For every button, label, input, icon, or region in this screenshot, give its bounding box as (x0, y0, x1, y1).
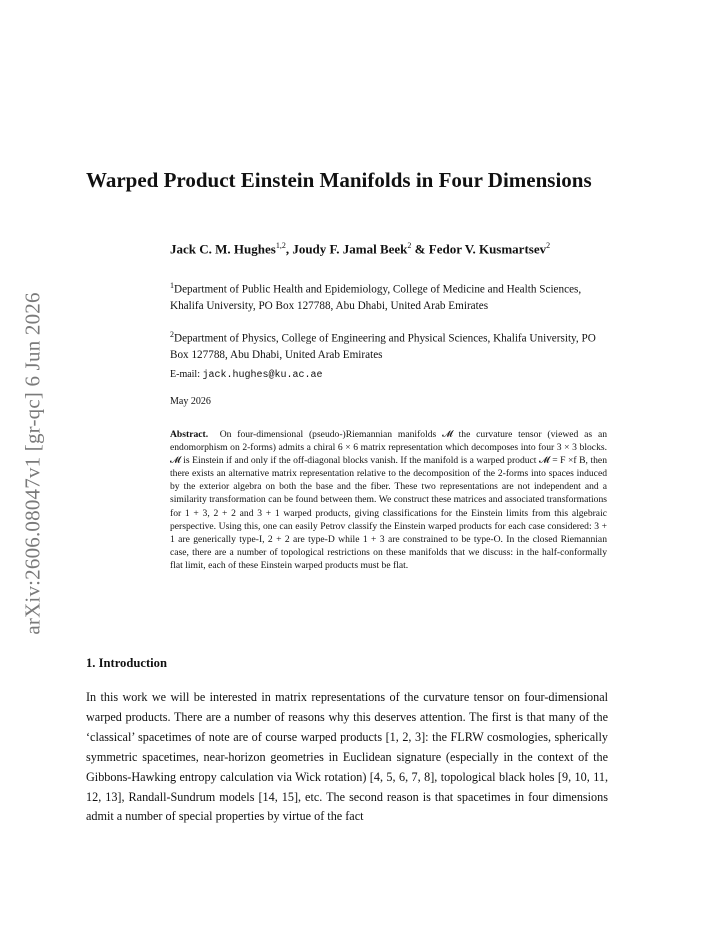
author-list: Jack C. M. Hughes$^{1,2}$, Joudy F. Jamal Beek$^2$ & Fedor V. Kusmartsev$^2$ (170, 241, 551, 257)
affiliation-1 (170, 278, 610, 315)
introduction-paragraph: In this work we will be interested in matrix representations of the curvature tensor on four-dimensional warped products. There are a number of reasons why this deserves attention. The first is that many of the ‘classical’ spacetimes of note are of course warped products [1, 2, 3]: the FLRW cosmologies, spherically symmetric spacetimes, near-horizon geometries in Euclidean signature (especially in the context of the Gibbons-Hawking entropy calculation via Wick rotation) [4, 5, 6, 7, 8], topological black holes [9, 10, 11, 12, 13], Randall-Sundrum models [14, 15], etc. The second reason is that spacetimes in four dimensions admit a number of special properties by virtue of the fact (86, 690, 608, 824)
abstract-label: Abstract. (170, 429, 209, 440)
paper-title: Warped Product Einstein Manifolds in Four Dimensions (86, 168, 592, 192)
arxiv-identifier-text: arXiv:2606.08047v1 [gr-qc] 6 Jun 2026 (20, 291, 45, 635)
affiliation-mark: 1 (170, 281, 174, 290)
author-name: Jack C. M. Hughes (170, 241, 276, 257)
author-name: Fedor V. Kusmartsev (428, 241, 547, 257)
author-affiliation-mark: 1,2 (275, 241, 286, 250)
author-affiliation-mark: 2 (546, 241, 551, 250)
abstract-text: On four-dimensional (pseudo-)Riemannian manifolds 𝓜 the curvature tensor (viewed as an endomorphism on 2-forms) admits a chiral 6 × 6 matrix representation which decomposes into four 3 × 3 blocks. 𝓜 is Einstein if and only if the off-diagonal blocks vanish. If the manifold is a warped product 𝓜 = F ×f B, then there exists an alternative matrix representation relative to the decomposition of the 2-forms into spaces induced by the exterior algebra on both the base and the fiber. These two representations are not independent and a similarity transformation can be found between them. We construct these matrices and associated transformations for 1 + 3, 2 + 2 and 3 + 1 warped products, giving classifications for the Einstein limits from this algebraic perspective. Using this, one can easily Petrov classify the Einstein warped products for each case considered: 3 + 1 are generically type-I, 2 + 2 are type-D while 1 + 3 are constrained to be type-O. In the closed Riemannian case, there are a number of topological restrictions on these manifolds that we discuss: in the half-conformally flat limit, each of these Einstein warped products must be flat. (170, 429, 607, 571)
email-label: E-mail: (170, 369, 200, 380)
arxiv-identifier (18, 268, 48, 658)
author-affiliation-mark: 2 (407, 241, 412, 250)
author-separator: & (414, 241, 426, 257)
affiliation-mark: 2 (170, 330, 174, 339)
abstract (170, 428, 607, 572)
publication-date: May 2026 (170, 396, 211, 407)
author-name: Joudy F. Jamal Beek (292, 241, 408, 257)
email-address: jack.hughes@ku.ac.ae (202, 370, 323, 381)
section-heading: 1. Introduction (86, 656, 167, 670)
affiliation-text: Department of Public Health and Epidemiology, College of Medicine and Health Sciences, Khalifa University, PO Box 127788, Abu Dhabi, United Arab Emirates (170, 283, 582, 313)
affiliation-2 (170, 327, 610, 364)
affiliation-text: Department of Physics, College of Engineering and Physical Sciences, Khalifa University, PO Box 127788, Abu Dhabi, United Arab Emirates (170, 332, 596, 362)
contact-email (170, 367, 610, 385)
